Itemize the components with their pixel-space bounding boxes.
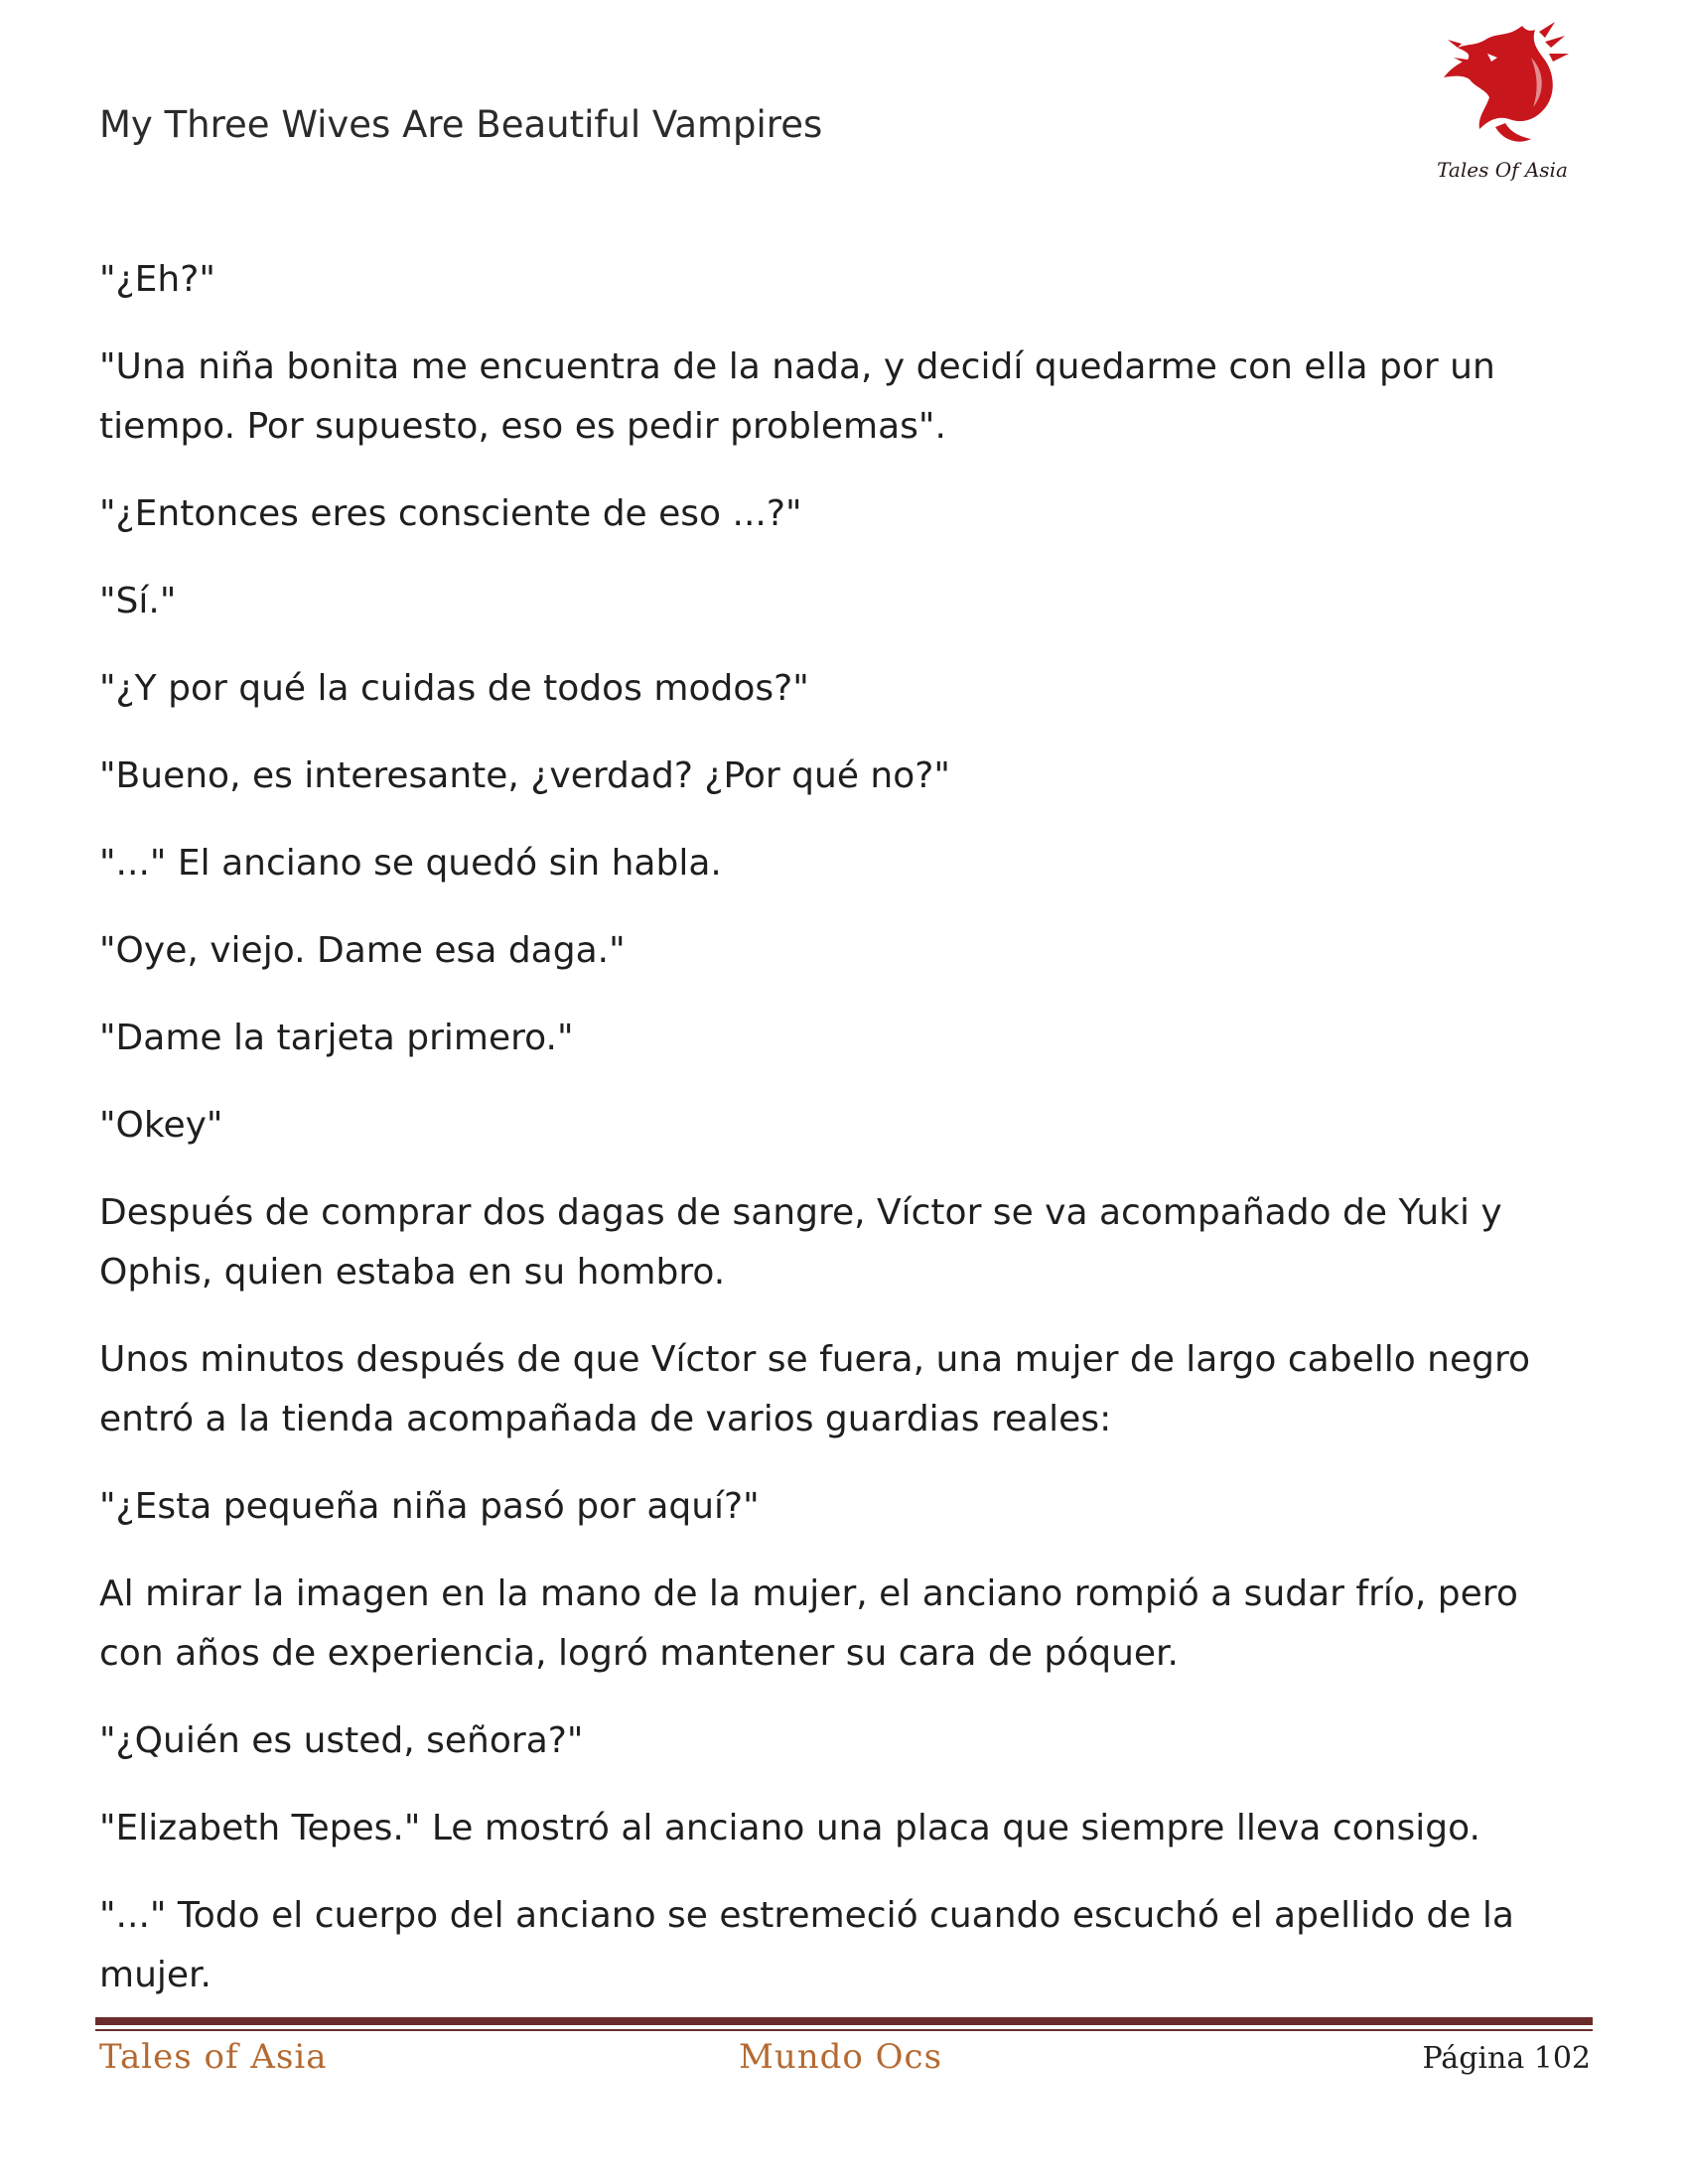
- footer-divider: [95, 2017, 1593, 2025]
- paragraph: "Una niña bonita me encuentra de la nada, y decidí quedarme con ella por un tiempo. Por supuesto, eso es pedir problemas".: [99, 346, 1495, 447]
- tales-of-asia-logo: [1428, 18, 1577, 182]
- logo-text: Tales Of Asia: [1437, 158, 1568, 182]
- paragraph: "..." Todo el cuerpo del anciano se estremeció cuando escuchó el apellido de la mujer.: [99, 1895, 1514, 1995]
- paragraph: "Sí.": [99, 581, 177, 621]
- document-title: My Three Wives Are Beautiful Vampires: [99, 103, 823, 146]
- paragraph: "¿Quién es usted, señora?": [99, 1720, 584, 1761]
- paragraph: "Oye, viejo. Dame esa daga.": [99, 930, 626, 971]
- paragraph: "Okey": [99, 1105, 223, 1146]
- paragraph: "¿Esta pequeña niña pasó por aquí?": [99, 1486, 760, 1527]
- paragraph: Unos minutos después de que Víctor se fuera, una mujer de largo cabello negro entró a la tienda acompañada de varios guardias reales:: [99, 1339, 1531, 1439]
- paragraph: "¿Eh?": [99, 259, 215, 300]
- paragraph: "Bueno, es interesante, ¿verdad? ¿Por qué no?": [99, 755, 950, 796]
- paragraph: Al mirar la imagen en la mano de la mujer, el anciano rompió a sudar frío, pero con años de experiencia, logró mantener su cara de póquer.: [99, 1573, 1518, 1674]
- footer-publisher: Tales of Asia: [99, 2037, 328, 2077]
- footer-series: Mundo Ocs: [739, 2037, 943, 2077]
- dragon-icon: [1428, 18, 1577, 157]
- paragraph: "¿Entonces eres consciente de eso ...?": [99, 493, 802, 534]
- paragraph: "Elizabeth Tepes." Le mostró al anciano una placa que siempre lleva consigo.: [99, 1808, 1480, 1848]
- paragraph: Después de comprar dos dagas de sangre, Víctor se va acompañado de Yuki y Ophis, quien estaba en su hombro.: [99, 1192, 1502, 1293]
- paragraph: "Dame la tarjeta primero.": [99, 1018, 574, 1058]
- paragraph: "..." El anciano se quedó sin habla.: [99, 843, 722, 884]
- page-number: Página 102: [1422, 2041, 1591, 2076]
- body-text: [99, 250, 1579, 2033]
- paragraph: "¿Y por qué la cuidas de todos modos?": [99, 668, 809, 709]
- footer-divider-thin: [95, 2029, 1593, 2031]
